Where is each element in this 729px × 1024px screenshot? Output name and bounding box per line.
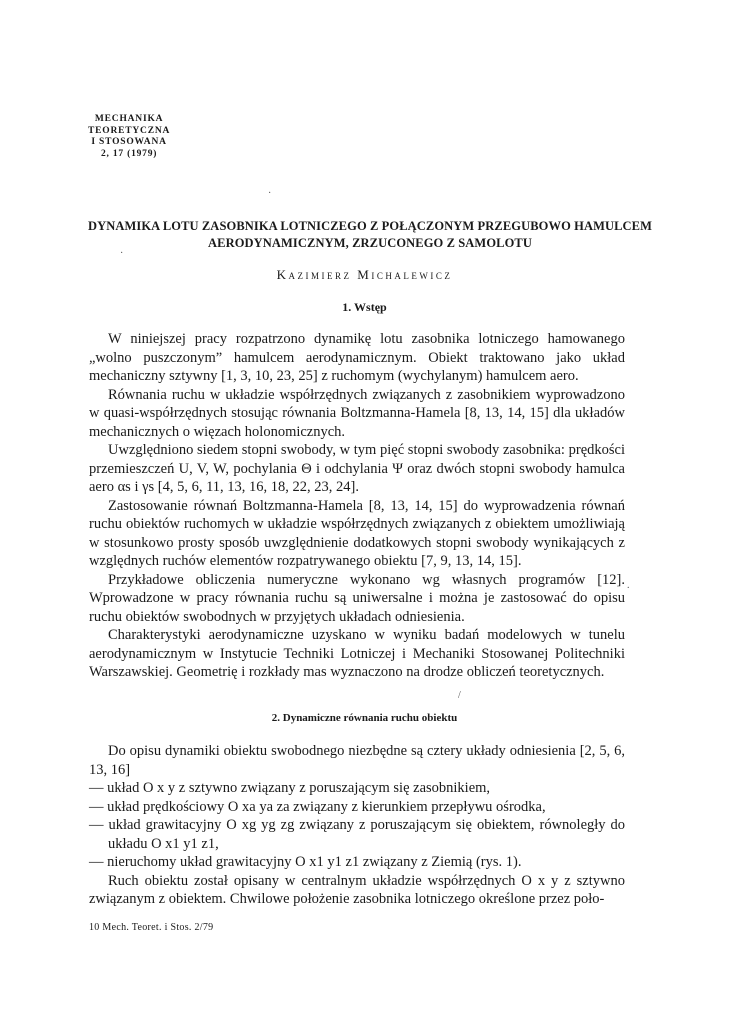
paper-title	[70, 218, 670, 252]
section-body	[89, 742, 625, 909]
paragraph: Przykładowe obliczenia numeryczne wykonano wg własnych programów [12]. Wprowadzone w pracy równania ruchu są uniwersalne i można je zastosować do opisu ruchu obiektów swobodnych w przyjętych układach odniesienia.	[89, 571, 625, 625]
scan-speck: ·	[268, 188, 272, 199]
author-name: Kazimierz Michalewicz	[276, 267, 453, 282]
title-line: DYNAMIKA LOTU ZASOBNIKA LOTNICZEGO Z POŁĄCZONYM PRZEGUBOWO HAMULCEM	[87, 219, 653, 233]
list-item: — nieruchomy układ grawitacyjny O x1 y1 z1 związany z Ziemią (rys. 1).	[89, 854, 522, 870]
section-heading: 1. Wstęp	[342, 300, 387, 314]
list-item: — układ grawitacyjny O xg yg zg związany z poruszającym się obiektem, równoległy do układu O x1 y1 z1,	[89, 817, 625, 852]
paragraph: Równania ruchu w układzie współrzędnych związanych z zasobnikiem wyprowadzono w quasi-współrzędnych stosując równania Boltzmanna-Hamela [8, 13, 14, 15] dla układów mechanicznych o więzach holonomicznych.	[89, 386, 625, 440]
journal-line: TEORETYCZNA	[88, 125, 171, 136]
title-line: AERODYNAMICZNYM, ZRZUCONEGO Z SAMOLOTU	[208, 236, 532, 250]
paragraph: Do opisu dynamiki obiektu swobodnego niezbędne są cztery układy odniesienia [2, 5, 6, 13, 16]	[89, 743, 625, 778]
paragraph: Ruch obiektu został opisany w centralnym układzie współrzędnych O x y z sztywno związanym z obiektem. Chwilowe położenie zasobnika lotniczego określone przez poło-	[89, 872, 625, 907]
paragraph: Uwzględniono siedem stopni swobody, w tym pięć stopni swobody zasobnika: prędkości przemieszczeń U, V, W, pochylania Θ i odchylania Ψ oraz dwóch stopni swobody hamulca aero αs i γs [4, 5, 6, 11, 13, 16, 18, 22, 23, 24].	[89, 442, 625, 495]
section-heading: 2. Dynamiczne równania ruchu obiektu	[271, 712, 458, 724]
scan-speck: /	[458, 690, 461, 701]
journal-line: 2, 17 (1979)	[100, 148, 158, 159]
scan-speck: .	[627, 580, 630, 591]
list-item: — układ prędkościowy O xa ya za związany z kierunkiem przepływu ośrodka,	[89, 798, 546, 815]
section-body	[89, 330, 625, 682]
page-footer: 10 Mech. Teoret. i Stos. 2/79	[89, 922, 214, 933]
paragraph: W niniejszej pracy rozpatrzono dynamikę lotu zasobnika lotniczego hamowanego „wolno puszczonym” hamulcem aerodynamicznym. Obiekt traktowano jako układ mechaniczny sztywny [1, 3, 10, 23, 25] z ruchomym (wychylanym) hamulcem aero.	[89, 331, 625, 384]
paragraph: Charakterystyki aerodynamiczne uzyskano w wyniku badań modelowych w tunelu aerodynamicznym w Instytucie Techniki Lotniczej i Mechaniki Stosowanej Politechniki Warszawskiej. Geometrię i rozkłady mas wyznaczono na drodze obliczeń teoretycznych.	[89, 627, 625, 680]
list-item: — układ O x y z sztywno związany z poruszającym się zasobnikiem,	[89, 780, 491, 796]
journal-header	[88, 114, 170, 160]
scan-speck: ·	[120, 248, 124, 259]
paragraph: Zastosowanie równań Boltzmanna-Hamela [8, 13, 14, 15] do wyprowadzenia równań ruchu obiektów ruchomych w układzie współrzędnych związanych z obiektem umożliwiają w stosunkowo prosty sposób uwzględnienie dodatkowych stopni swobody wynikających z względnych ruchów elementów rozpatrywanego obiektu [7, 9, 13, 14, 15].	[89, 497, 625, 569]
journal-line: MECHANIKA	[94, 114, 164, 124]
journal-line: I STOSOWANA	[91, 137, 167, 147]
